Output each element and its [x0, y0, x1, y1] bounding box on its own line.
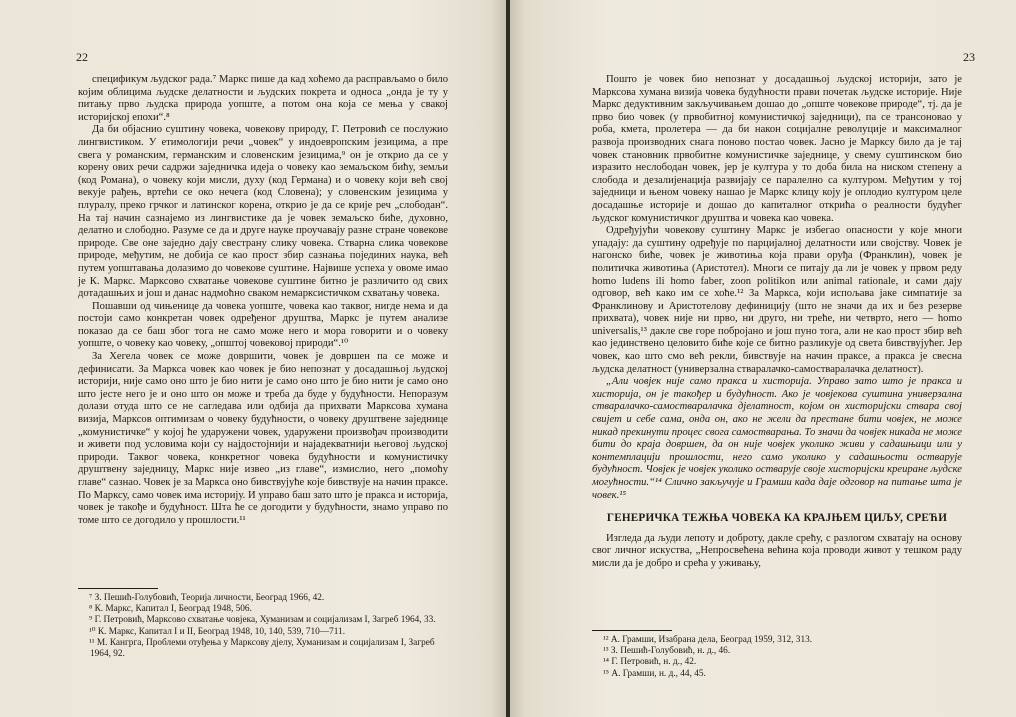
right-page — [510, 0, 1016, 717]
paragraph: Пошто је човек био непознат у досадашњој људској историји, зато је Марксова хумана визија човека будућности прави почетак људске историје. Није Маркс дедуктивним закључивањем дошао до „опште човекове природе“, тј. да је прво био човек (у првобитној комунистичкој заједници), па се трансоновао у роба, кмета, пролетера — да би након социјалне револуције и максималног развоја производних снага поново постао човек. Јасно је Марксу било да је тај човек становник првобитне комунистичке заједнице, у свему суштинском био изразито неслободан човек, јер је култура у то доба била на ниском степену а слобода и дезалијенација развијају се паралелно са културом. Међутим у тој заједници и њеном човеку нашао је Маркс клицу коју је оплодио културом целе досадашње историје и дошао до капиталног открића о реалности будућег људског комунистичког друштва и човека као човека. — [592, 74, 962, 224]
paragraph: Пошавши од чињенице да човека уопште, човека као таквог, нигде нема и да постоји само конкретан човек одређеног друштва, Маркс је путем анализе показао да се баш због тога не само може него и мора говорити и о човеку уопште, о човеку као човеку, „општој човековој природи“.¹⁰ — [78, 300, 448, 350]
quote-paragraph: „Али човјек није само пракса и хисторија. Управо зато што је пракса и хисторија, он је такођер и будућност. Ако је човјекова суштина универзална стваралачко-самостваралачка дјелатност, којом он хисторијски ствара свој свијет и себе сама, онда он, ако не жели да престане бити човјек, не може никад прекинути процес свога самостварања. То значи да човјек никада не може бити до краја довршен, да он није човјек уколико живи у садашњици или у контемплацији прошлости, него само уколико у садашњости остварује будућност. Човјек је човјек уколико остварује своје хисторијски креиране људске могућности.“¹⁴ Слично закључује и Грамши када даје одговор на питање шта је човек.¹⁵ — [592, 376, 962, 501]
footnote-rule — [78, 588, 158, 589]
footnote: ⁷ З. Пешић-Голубовић, Теорија личности, Београд 1966, 42. — [89, 593, 325, 603]
page-number: 22 — [76, 50, 88, 64]
footnote: ¹² А. Грамши, Изабрана дела, Београд 1959, 312, 313. — [603, 635, 813, 645]
paragraph: Да би објаснио суштину човека, човекову природу, Г. Петровић се послужио лингвистиком. У етимологији речи „човек“ у индоевропским језицима, а пре свега у романским, германским и словенским језицима,⁹ он је открио да се у корену ових речи садржи заједничка идеја о човеку као земаљском бићу, земљи (код Романа), о човеку који мисли, духу (код Германа) и о човеку који већ свој векује рађењ, вртећи се око нечега (код Словена); у словенским језицима у плуралу, преко грчког и латинског корена, открио је да се крије реч „слободан“. На тај начин сазнајемо из лингвистике да је човек земаљско биће, духовно, делатно и слободно. Разуме се да и друге науке проучавају разне стране човекове природе. Све оне заједно дају свестрану слику човека. Стварна слика човекове природе, међутим, не добија се као прост збир сазнања појединих наука, већ путем уопштавања долазимо до човекове суштине. Највише успеха у овоме имао је К. Маркс. Марксово схватање човекове суштине битно је различито од свих дотадашњих и још и данас надмоћно сваком немарксистичком схватању човека. — [78, 124, 448, 300]
paragraph: За Хегела човек се може довршити, човек је довршен па се може и дефинисати. За Маркса човек као човек је био непознат у досадашњој људској историји, није само оно што је био нити је само оно што је био нити је само оно што јесте него је и оно што он може и треба да буде у будућности. Непоразум долази отуда што се не сагледава или одбија да прихвати Марксова хумана визија, Марксов оптимизам о човеку будућности, о човеку друштвене заједнице „комунистичке“ у којој ће ударужени човек, ударужени произвођач производити и живети под условима који су најдостојнији и најадекватнији његовој људској природи. Таквог човека, конкретног човека будућности и комунистичку друштвену заједницу, Маркс није извео „из главе“, измислио, него „помоћу главе“ сазнао. Човек је за Маркса оно бивствујуће које бивствује на начин праксе. По Марксу, само човек има историју. И управо баш зато што је пракса и историја, човек је такође и будућност. Шта ће се догодити у будућности, знамо управо по томе што се догодило у прошлости.¹¹ — [78, 351, 448, 526]
left-body-text — [78, 74, 448, 527]
right-body-text — [592, 74, 962, 571]
page-number: 23 — [963, 50, 975, 64]
footnote: ⁹ Г. Петровић, Марксово схватање човјека, Хуманизам и социјализам I, Загреб 1964, 33. — [89, 615, 436, 626]
paragraph: спецификум људског рада.⁷ Маркс пише да кад хоћемо да расправљамо о било којим облицима људске делатности и људских покрета и односа „онда је ту у питању прво људска природа уопште, а потом она која се мења у свакој историјској епохи“.⁸ — [78, 74, 448, 123]
footnote-rule — [592, 630, 672, 631]
right-footnotes — [592, 630, 962, 680]
left-footnotes — [78, 588, 448, 660]
footnote: ¹⁵ А. Грамши, н. д., 44, 45. — [603, 668, 706, 679]
paragraph: Изгледа да људи лепоту и доброту, дакле срећу, с разлогом схватају на основу свог личног искуства, „Непросвећена већина која проводи живот у тешком раду мисли да је добро и срећа у уживању, — [592, 532, 962, 569]
footnote: ¹¹ М. Кангрга, Проблеми отуђења у Марксову дјелу, Хуманизам и социјализам I, Загреб 1964, 92. — [89, 637, 435, 660]
section-heading: ГЕНЕРИЧКА ТЕЖЊА ЧОВЕКА КА КРАЈЊЕМ ЦИЉУ, СРЕЋИ — [606, 512, 948, 525]
left-page — [0, 0, 506, 717]
paragraph: Одређујући човекову суштину Маркс је избегао опасности у које многи упадају: да суштину одређује по парцијалној делатности или својству. Човек је нагонско биће, човек је животиња која прави оруђа (Франклин), човек је политичка животиња (Аристотел). Многи се питају да ли је човек у првом реду homo ludens ili homo faber, zoon politikon или animal rationale, и сами дају одговор, већ како им се хоће.¹² За Маркса, који испољава јаке симпатије за Франклинову и Аристотелову дефиницију (што не значи да их и без резерве прихвата), човек није ни прво, ни друго, ни треће, ни четврто, него — homo universalis,¹³ дакле све горе побројано и још пуно тога, али не као прост збир већ као јединствено целовито биће које се битно разликује од света бивствујућег. Јер човек, као што смо већ рекли, бивствује на начин праксе, а пракса је свесна људска делатност (универзална стваралачко-самостваралачка делатност). — [592, 225, 962, 375]
footnote: ¹⁴ Г. Петровић, н. д., 42. — [603, 657, 697, 668]
footnote: ⁸ К. Маркс, Капитал I, Београд 1948, 506. — [89, 604, 252, 615]
footnote: ¹⁰ К. Маркс, Капитал I и II, Београд 1948, 10, 140, 539, 710—711. — [89, 626, 346, 637]
footnote: ¹³ З. Пешић-Голубовић, н. д., 46. — [603, 646, 731, 657]
